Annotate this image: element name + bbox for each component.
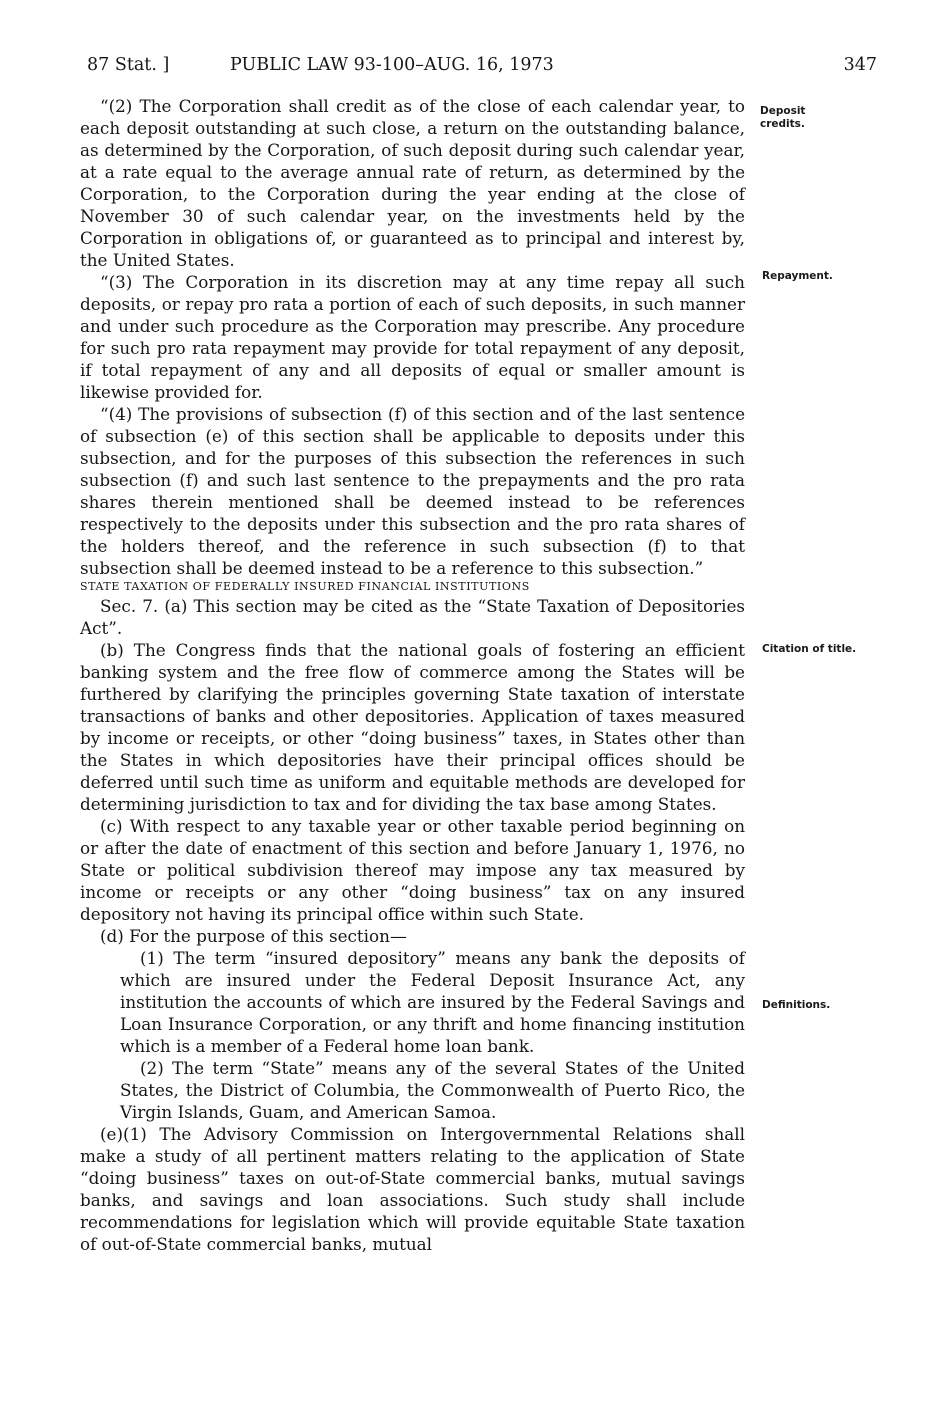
section-7d-2: (2) The term “State” means any of the several States of the United States, the District of Columbia, the Commonwealth of Puerto Rico, the Virgin Islands, Guam, and American Samoa. — [120, 1058, 745, 1122]
margin-note-deposit-credits: Deposit credits. — [760, 105, 806, 130]
section-7c: (c) With respect to any taxable year or other taxable period beginning on or after the date of enactment of this section and before January 1, 1976, no State or political subdivision thereof may impose any tax measured by income or receipts or any other “doing business” tax on any insured depository not having its principal office within such State. — [80, 816, 745, 924]
section-heading: STATE TAXATION OF FEDERALLY INSURED FINANCIAL INSTITUTIONS — [80, 580, 530, 593]
margin-note-definitions: Definitions. — [762, 999, 831, 1011]
paragraph-3: “(3) The Corporation in its discretion may at any time repay all such deposits, or repay pro rata a portion of each of such deposits, in such manner and under such procedure as the Corporation may prescribe. Any procedure for such pro rata repayment may provide for total repayment of any deposit, if total repayment of any and all deposits of equal or smaller amount is likewise provided for. — [80, 272, 745, 402]
main-text — [80, 95, 745, 1255]
statute-volume: 87 Stat. ] — [87, 55, 170, 75]
running-header — [87, 55, 877, 85]
paragraph-4: “(4) The provisions of subsection (f) of this section and of the last sentence of subsection (e) of this section shall be applicable to deposits under this subsection, and for the purposes of this subsection the references in such subsection (f) and such last sentence to the prepayments and the pro rata shares therein mentioned shall be deemed instead to be references respectively to the deposits under this subsection and the pro rata shares of the holders thereof, and the reference in such subsection (f) to that subsection shall be deemed instead to be a reference to this subsection.” — [80, 404, 745, 578]
paragraph-2: “(2) The Corporation shall credit as of the close of each calendar year, to each deposit outstanding at such close, a return on the outstanding balance, as determined by the Corporation, of such deposit during such calendar year, at a rate equal to the average annual rate of return, as determined by the Corporation, to the Corporation during the year ending at the close of November 30 of such calendar year, on the investments held by the Corporation in obligations of, or guaranteed as to principal and interest by, the United States. — [80, 96, 745, 270]
section-7d: (d) For the purpose of this section— — [100, 926, 407, 946]
margin-note-repayment: Repayment. — [762, 270, 833, 282]
section-7b: (b) The Congress finds that the national goals of fostering an efficient banking system and the free flow of commerce among the States will be furthered by clarifying the principles governing State taxation of interstate transactions of banks and other depositories. Application of taxes measured by income or receipts, or other “doing business” taxes, in States other than the States in which depositories have their principal offices should be deferred until such time as uniform and equitable methods are developed for determining jurisdiction to tax and for dividing the tax base among States. — [80, 640, 745, 814]
section-7a: Sec. 7. (a) This section may be cited as the “State Taxation of Depositories Act”. — [80, 596, 745, 638]
section-7e-1: (e)(1) The Advisory Commission on Intergovernmental Relations shall make a study of all pertinent matters relating to the application of State “doing business” taxes on out-of-State commercial banks, mutual savings banks, and savings and loan associations. Such study shall include recommendations for legislation which will provide equitable State taxation of out-of-State commercial banks, mutual — [80, 1124, 745, 1254]
law-title: PUBLIC LAW 93-100–AUG. 16, 1973 — [230, 55, 554, 75]
section-7d-1: (1) The term “insured depository” means any bank the deposits of which are insured under the Federal Deposit Insurance Act, any institution the accounts of which are insured by the Federal Savings and Loan Insurance Corporation, or any thrift and home financing institution which is a member of a Federal home loan bank. — [120, 948, 745, 1056]
margin-note-citation-of-title: Citation of title. — [762, 643, 857, 655]
page-number: 347 — [843, 55, 877, 75]
